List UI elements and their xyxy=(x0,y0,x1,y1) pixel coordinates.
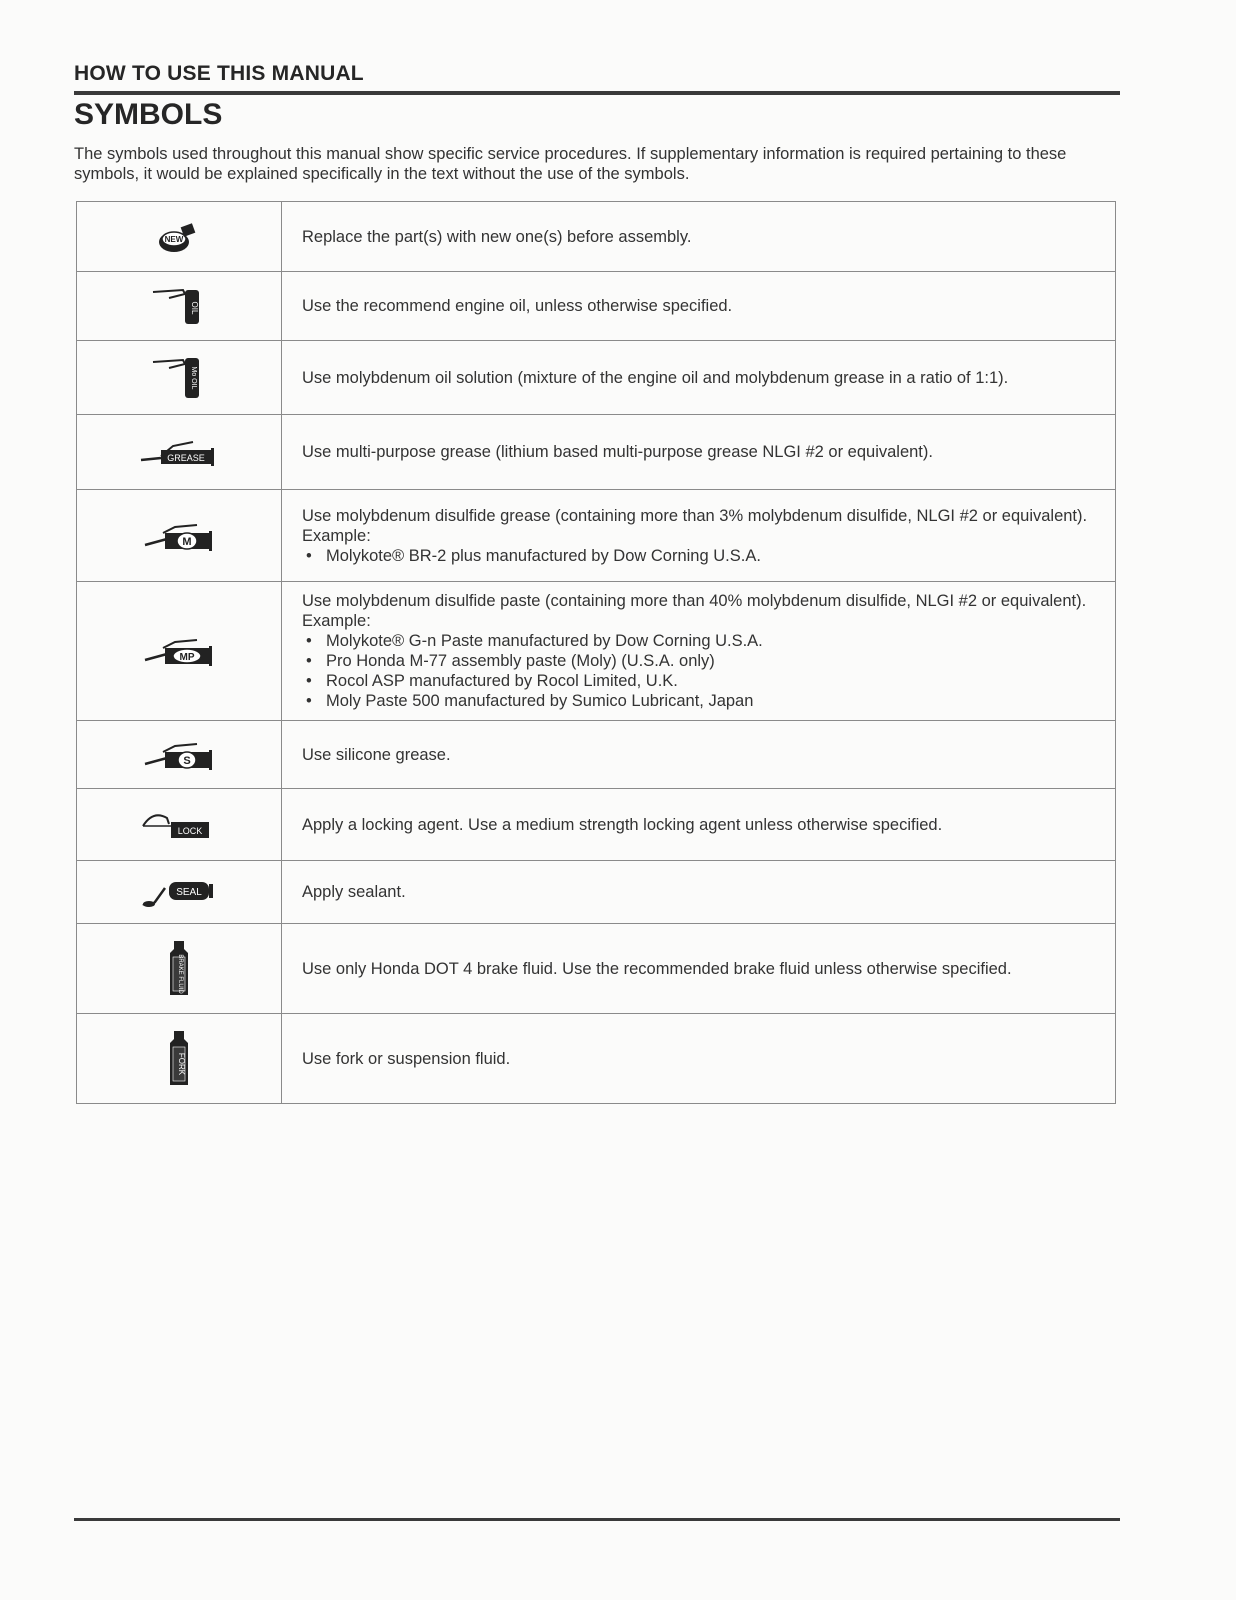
lock-icon-label: LOCK xyxy=(177,825,203,836)
symbols-table xyxy=(76,201,1116,1104)
section-header: HOW TO USE THIS MANUAL xyxy=(74,62,364,85)
moly-grease-icon-label: M xyxy=(182,535,192,548)
example-item: • Molykote® BR-2 plus manufactured by Dow Corning U.S.A. xyxy=(302,546,1107,566)
symbol-description: Use multi-purpose grease (lithium based multi-purpose grease NLGI #2 or equivalent). xyxy=(282,415,1116,490)
symbol-row-sealant xyxy=(77,861,1116,924)
brake-fluid-icon-label: BRAKE FLUID xyxy=(177,953,183,994)
moly-oil-icon xyxy=(151,354,207,402)
fork-fluid-icon xyxy=(164,1029,194,1089)
symbol-description: Use silicone grease. xyxy=(282,721,1116,789)
example-item: • Moly Paste 500 manufactured by Sumico Lubricant, Japan xyxy=(302,691,1107,711)
symbol-description: Use molybdenum disulfide paste (containing more than 40% molybdenum disulfide, NLGI #2 or equivalent). xyxy=(302,592,1087,610)
example-label: Example: xyxy=(302,526,371,545)
footer-rule xyxy=(74,1518,1120,1521)
symbol-description: Use fork or suspension fluid. xyxy=(282,1014,1116,1104)
new-icon-label: NEW xyxy=(164,234,184,244)
header-rule xyxy=(74,91,1120,95)
symbol-description: Apply sealant. xyxy=(282,861,1116,924)
example-label: Example: xyxy=(302,612,371,630)
brake-fluid-icon xyxy=(164,939,194,999)
symbol-row-locking-agent xyxy=(77,789,1116,861)
fork-icon-label: FORK xyxy=(177,1052,186,1075)
symbol-row-brake-fluid xyxy=(77,924,1116,1014)
seal-icon-label: SEAL xyxy=(176,887,202,898)
symbol-description: Use only Honda DOT 4 brake fluid. Use the recommended brake fluid unless otherwise specified. xyxy=(282,924,1116,1014)
symbol-row-fork-fluid xyxy=(77,1014,1116,1104)
symbol-row-moly-paste xyxy=(77,582,1116,721)
example-item: • Rocol ASP manufactured by Rocol Limited, U.K. xyxy=(302,671,1107,691)
moly-paste-icon-label: MP xyxy=(179,652,195,663)
symbol-row-silicone-grease xyxy=(77,721,1116,789)
moly-oil-icon-label: Mo OIL xyxy=(190,366,197,389)
oil-icon-label: OIL xyxy=(190,301,199,315)
grease-icon-label: GREASE xyxy=(167,453,205,463)
example-item: • Pro Honda M-77 assembly paste (Moly) (U.S.A. only) xyxy=(302,651,1107,671)
symbol-row-moly-grease xyxy=(77,490,1116,582)
page-title: SYMBOLS xyxy=(74,98,223,131)
symbol-description: Use molybdenum oil solution (mixture of the engine oil and molybdenum grease in a ratio of 1:1). xyxy=(282,341,1116,415)
symbol-row-new xyxy=(77,202,1116,272)
example-list xyxy=(302,546,1107,566)
symbol-row-oil xyxy=(77,272,1116,341)
silicone-grease-icon xyxy=(141,738,217,772)
grease-gun-icon xyxy=(137,436,221,468)
symbol-description: Replace the part(s) with new one(s) before assembly. xyxy=(282,202,1116,272)
locking-agent-icon xyxy=(141,808,217,842)
symbol-row-moly-oil xyxy=(77,341,1116,415)
moly-grease-icon xyxy=(141,519,217,553)
symbol-row-grease xyxy=(77,415,1116,490)
symbol-description: Use the recommend engine oil, unless otherwise specified. xyxy=(282,272,1116,341)
example-item: • Molykote® G-n Paste manufactured by Dow Corning U.S.A. xyxy=(302,631,1107,651)
intro-paragraph: The symbols used throughout this manual show specific service procedures. If supplementary information is required pertaining to these symbols, it would be explained specifically in the text without the use of the symbols. xyxy=(74,145,1067,183)
silicone-icon-label: S xyxy=(183,754,191,767)
sealant-icon xyxy=(139,874,219,910)
symbol-description: Apply a locking agent. Use a medium strength locking agent unless otherwise specified. xyxy=(282,789,1116,861)
oil-can-icon xyxy=(151,284,207,328)
example-list xyxy=(302,631,1107,711)
moly-paste-icon xyxy=(141,634,217,668)
new-parts-icon xyxy=(154,217,204,257)
symbol-description: Use molybdenum disulfide grease (containing more than 3% molybdenum disulfide, NLGI #2 or equivalent). xyxy=(302,506,1088,525)
